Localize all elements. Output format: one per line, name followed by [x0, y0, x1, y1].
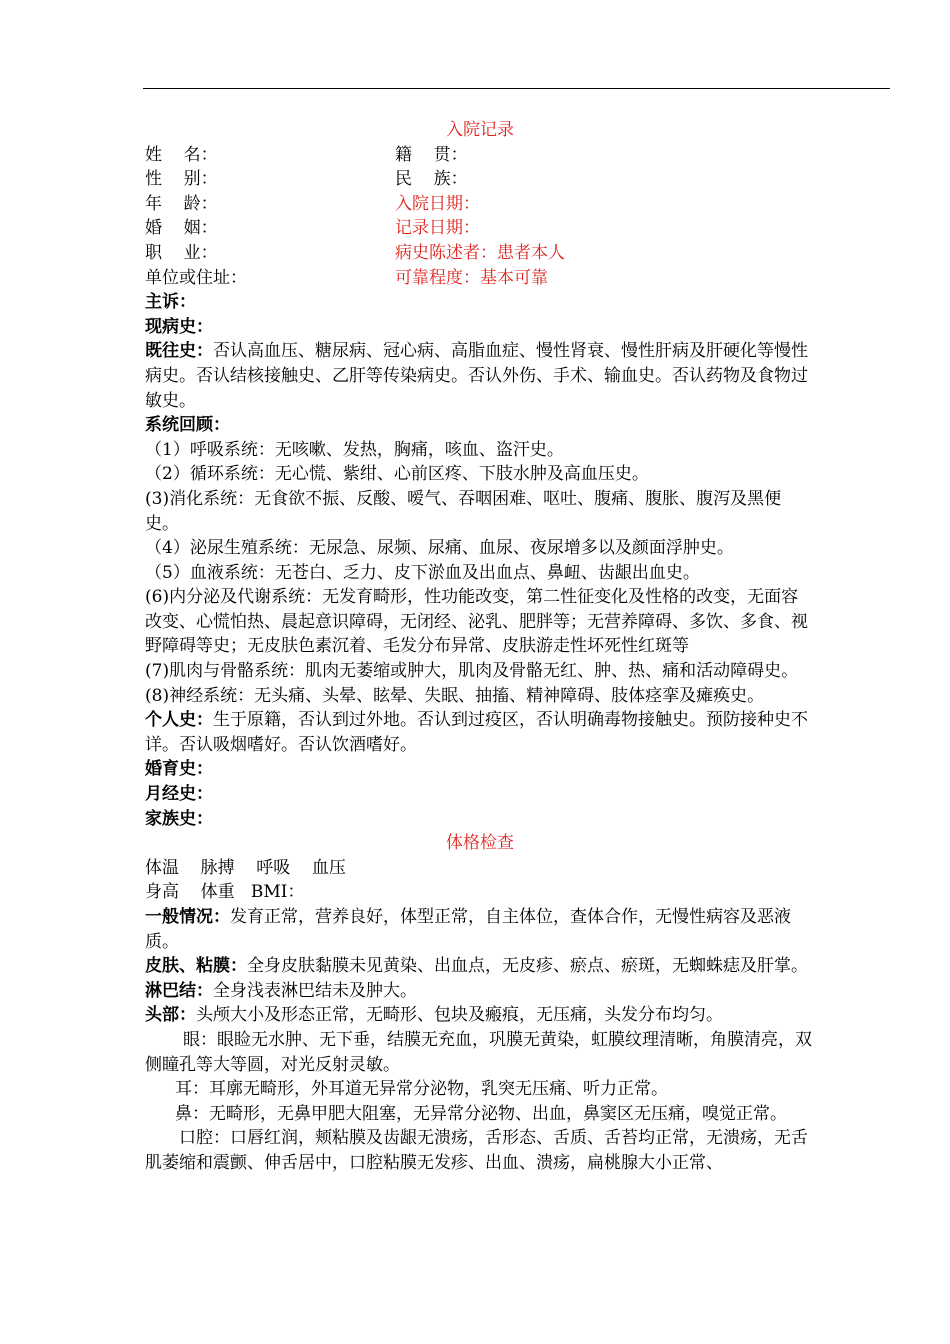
- info-occupation: 职 业：: [145, 242, 218, 263]
- eye-exam-text: 眼：眼睑无水肿、无下垂，结膜无充血，巩膜无黄染，虹膜纹理清晰，角膜清亮，双侧瞳孔等大等圆，对光反射灵敏。: [145, 1029, 812, 1075]
- past-history-label: 既往史：: [145, 341, 213, 362]
- review-digestive: (3)消化系统：无食欲不振、反酸、嗳气、吞咽困难、呕吐、腹痛、腹胀、腹泻及黑便史。: [145, 488, 782, 534]
- personal-history-label: 个人史：: [145, 710, 213, 731]
- ear-exam: [145, 1077, 815, 1102]
- info-address: 单位或住址：: [145, 267, 247, 288]
- info-reliability: 可靠程度：基本可靠: [395, 267, 548, 288]
- past-history-text: 否认高血压、糖尿病、冠心病、高脂血症、慢性肾衰、慢性肝病及肝硬化等慢性病史。否认结核接触史、乙肝等传染病史。否认外伤、手术、输血史。否认药物及食物过敏史。: [145, 341, 808, 411]
- info-record-date: 记录日期：: [395, 218, 480, 239]
- lymph-nodes-label: 淋巴结：: [145, 980, 213, 1001]
- admission-record: [145, 118, 815, 1176]
- info-admission-date: 入院日期：: [395, 193, 480, 214]
- past-history: [145, 339, 815, 413]
- info-ethnicity: 民 族：: [395, 169, 468, 190]
- review-endocrine: (6)内分泌及代谢系统：无发育畸形，性功能改变，第二性征变化及性格的改变，无面容改变、心慌怕热、晨起意识障碍，无闭经、泌乳、肥胖等；无营养障碍、多饮、多食、视野障碍等史；无皮肤色素沉着、毛发分布异常、皮肤游走性坏死性红斑等: [145, 587, 808, 657]
- skin-mucosa: [145, 954, 815, 979]
- personal-history: [145, 708, 815, 757]
- marriage-history-label: 婚育史：: [145, 759, 213, 780]
- review-circulatory: （2）循环系统：无心慌、紫绀、心前区疼、下肢水肿及高血压史。: [145, 464, 649, 485]
- patient-info: [145, 143, 815, 291]
- info-name: 姓 名：: [145, 144, 218, 165]
- chief-complaint-label: 主诉：: [145, 292, 196, 313]
- lymph-nodes: [145, 979, 815, 1004]
- skin-mucosa-text: 全身皮肤黏膜未见黄染、出血点，无皮疹、瘀点、瘀斑，无蜘蛛痣及肝掌。: [247, 956, 808, 977]
- general-condition-text: 发育正常，营养良好，体型正常，自主体位，查体合作，无慢性病容及恶液质。: [145, 907, 791, 952]
- general-condition: [145, 905, 815, 954]
- vitals-row-2: 身高 体重 BMI：: [145, 882, 305, 903]
- info-native-place: 籍 贯：: [395, 144, 468, 165]
- info-sex: 性 别：: [145, 169, 218, 190]
- info-historian: 病史陈述者：患者本人: [395, 242, 565, 263]
- header-rule: [143, 88, 890, 89]
- present-illness-label: 现病史：: [145, 316, 213, 337]
- skin-mucosa-label: 皮肤、粘膜：: [145, 956, 247, 977]
- lymph-nodes-text: 全身浅表淋巴结未及肿大。: [213, 980, 417, 1001]
- system-review-label: 系统回顾：: [145, 415, 230, 436]
- ear-exam-text: 耳：耳廓无畸形，外耳道无异常分泌物，乳突无压痛、听力正常。: [175, 1079, 668, 1100]
- review-blood: （5）血液系统：无苍白、乏力、皮下淤血及出血点、鼻衄、齿龈出血史。: [145, 562, 700, 583]
- menstrual-history-label: 月经史：: [145, 784, 213, 805]
- review-nervous: (8)神经系统：无头痛、头晕、眩晕、失眠、抽搐、精神障碍、肢体痉挛及瘫痪史。: [145, 685, 765, 706]
- head-exam: [145, 1003, 815, 1028]
- exam-title: 体格检查: [446, 833, 514, 854]
- review-musculoskeletal: (7)肌肉与骨骼系统：肌肉无萎缩或肿大，肌肉及骨骼无红、肿、热、痛和活动障碍史。: [145, 661, 799, 682]
- info-age: 年 龄：: [145, 193, 218, 214]
- page-title: 入院记录: [446, 120, 514, 140]
- general-condition-label: 一般情况：: [145, 907, 230, 927]
- head-exam-label: 头部：: [145, 1005, 196, 1026]
- info-marital: 婚 姻：: [145, 218, 218, 239]
- eye-exam: [145, 1028, 815, 1077]
- head-exam-text: 头颅大小及形态正常，无畸形、包块及瘢痕，无压痛，头发分布均匀。: [196, 1005, 723, 1026]
- vitals-row-1: 体温 脉搏 呼吸 血压: [145, 857, 346, 878]
- family-history-label: 家族史：: [145, 808, 213, 829]
- review-urogenital: （4）泌尿生殖系统：无尿急、尿频、尿痛、血尿、夜尿增多以及颜面浮肿史。: [145, 538, 734, 559]
- mouth-exam-text: 口腔：口唇红润，颊粘膜及齿龈无溃疡，舌形态、舌质、舌苔均正常，无溃疡，无舌肌萎缩和震颤、伸舌居中，口腔粘膜无发疹、出血、溃疡，扁桃腺大小正常、: [145, 1128, 808, 1173]
- mouth-exam: [145, 1126, 815, 1175]
- personal-history-text: 生于原籍，否认到过外地。否认到过疫区，否认明确毒物接触史。预防接种史不详。否认吸烟嗜好。否认饮酒嗜好。: [145, 710, 808, 755]
- review-respiratory: （1）呼吸系统：无咳嗽、发热，胸痛，咳血、盗汗史。: [145, 439, 564, 460]
- nose-exam: [145, 1102, 815, 1127]
- nose-exam-text: 鼻：无畸形，无鼻甲肥大阻塞，无异常分泌物、出血，鼻窦区无压痛，嗅觉正常。: [175, 1103, 787, 1124]
